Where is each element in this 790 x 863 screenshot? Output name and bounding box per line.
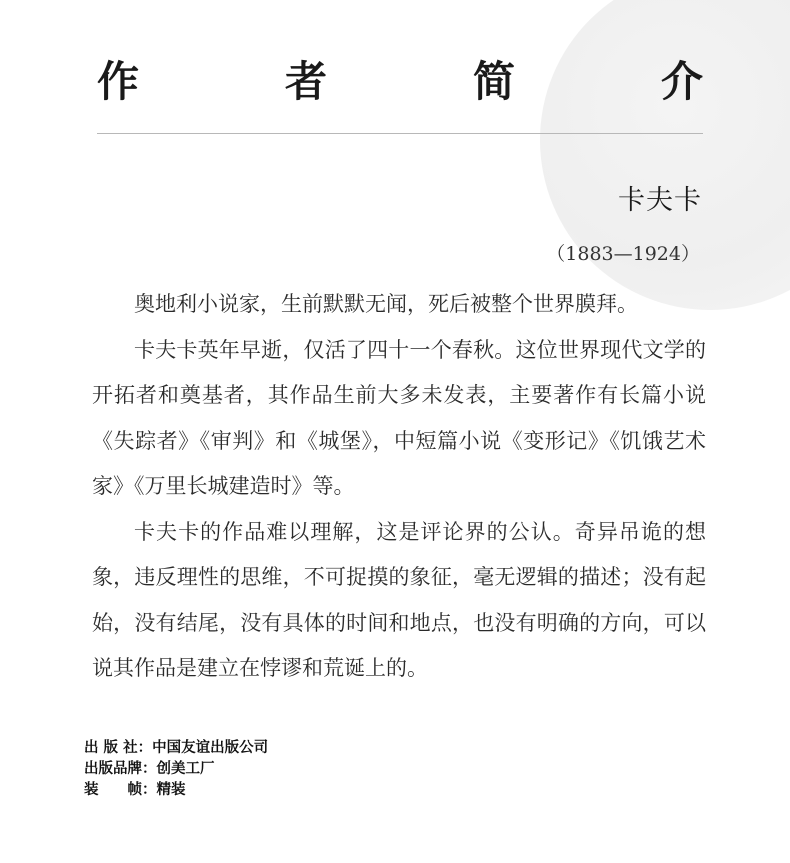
bio-paragraph: 卡夫卡英年早逝，仅活了四十一个春秋。这位世界现代文学的开拓者和奠基者，其作品生前大多未发表，主要著作有长篇小说《失踪者》《审判》和《城堡》，中短篇小说《变形记》《饥饿艺术家》《万里长城建造时》等。 (92, 337, 706, 498)
author-years: （1883—1924） (546, 243, 700, 265)
page-title (97, 52, 703, 112)
credit-binding (84, 780, 268, 801)
title-char: 者 (284, 57, 327, 106)
credit-publisher (84, 738, 268, 759)
title-char: 作 (97, 57, 140, 106)
bio-paragraph: 卡夫卡的作品难以理解，这是评论界的公认。奇异吊诡的想象，违反理性的思维，不可捉摸的象征，毫无逻辑的描述；没有起始，没有结尾，没有具体的时间和地点，也没有明确的方向，可以说其作品是建立在悖谬和荒诞上的。 (92, 519, 706, 680)
bio-paragraph: 奥地利小说家，生前默默无闻，死后被整个世界膜拜。 (134, 292, 638, 316)
title-char: 介 (660, 57, 703, 106)
credit-value: 精装 (156, 782, 186, 798)
credit-label: 出版品牌： (84, 761, 157, 777)
credit-label: 装 帧： (84, 782, 157, 798)
author-biography (92, 282, 706, 692)
title-char: 简 (472, 57, 515, 106)
author-name: 卡夫卡 (618, 185, 702, 216)
credit-value: 创美工厂 (156, 761, 215, 777)
credit-label: 出 版 社： (84, 740, 153, 756)
credit-brand (84, 759, 268, 780)
publication-credits (84, 738, 268, 801)
credit-value: 中国友谊出版公司 (152, 740, 269, 756)
title-divider (97, 133, 703, 134)
